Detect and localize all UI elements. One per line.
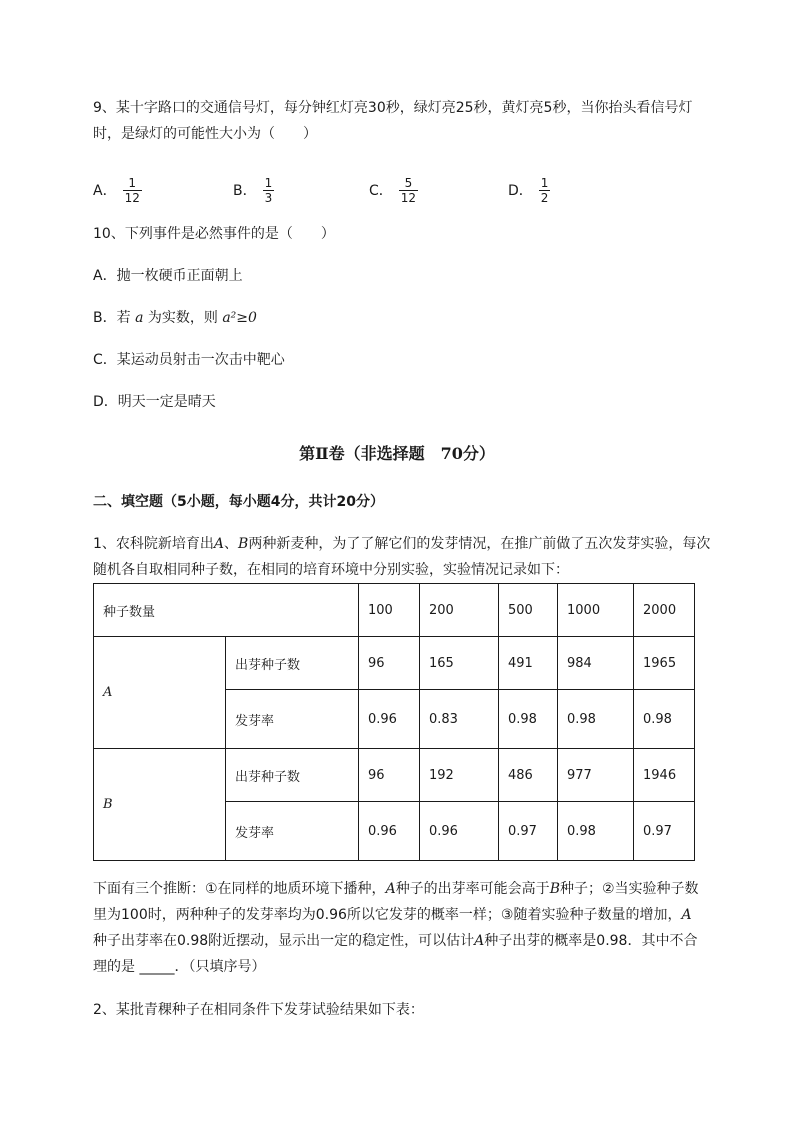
denominator: 12 (124, 190, 140, 205)
variable-a: A (385, 881, 396, 897)
fill1-stem-line2: 随机各自取相同种子数，在相同的培育环境中分别实验，实验情况记录如下： (93, 562, 569, 578)
numerator: 1 (264, 175, 273, 190)
fraction (263, 176, 275, 205)
row-label: 发芽率 (226, 802, 359, 861)
group-label-a: A (94, 637, 226, 749)
text: 1、农科院新培育出 (93, 536, 214, 552)
variable-a: A (474, 933, 485, 949)
numerator: 5 (404, 175, 413, 190)
q10-stem: 10、下列事件是必然事件的是（ ） (93, 226, 335, 242)
variable-b: B (549, 881, 560, 897)
table-cell: 977 (558, 749, 634, 802)
table-cell: 1965 (634, 637, 695, 690)
text: 下面有三个推断：①在同样的地质环境下播种， (93, 881, 386, 897)
q9-stem-line2: 时，是绿灯的可能性大小为（ ） (93, 126, 317, 142)
q9-option-c[interactable] (369, 170, 418, 210)
q9-options (93, 170, 693, 210)
text: 里为100时，两种种子的发芽率均为0.96所以它发芽的概率一样；③随着实验种子数量的增加， (93, 907, 682, 923)
option-label: B． (233, 183, 257, 199)
table-cell: 1946 (634, 749, 695, 802)
germination-table (93, 583, 695, 861)
expression: a²≥0 (222, 310, 257, 326)
q9-option-a[interactable] (93, 170, 142, 210)
fraction (539, 176, 551, 205)
q9-option-b[interactable] (233, 170, 274, 210)
table-cell: 0.96 (359, 690, 420, 749)
paragraph-line (93, 876, 743, 902)
table-cell: 0.83 (420, 690, 499, 749)
denominator: 12 (400, 190, 417, 205)
option-b-prefix: B．若 (93, 310, 136, 326)
table-cell: 2000 (634, 584, 695, 637)
option-b-middle: 为实数，则 (143, 310, 223, 326)
table-cell: 0.96 (420, 802, 499, 861)
table-cell: 100 (359, 584, 420, 637)
fill2-stem: 2、某批青稞种子在相同条件下发芽试验结果如下表： (93, 1002, 424, 1018)
table-cell: 200 (420, 584, 499, 637)
table-cell: 0.97 (499, 802, 558, 861)
text: 、 (224, 536, 239, 552)
q10-option-d[interactable]: D．明天一定是晴天 (93, 394, 216, 410)
denominator: 2 (540, 190, 549, 205)
fraction (399, 176, 418, 205)
table-cell: 96 (359, 637, 420, 690)
table-cell: 0.98 (499, 690, 558, 749)
paragraph-line: 理的是 _____．（只填序号） (93, 959, 266, 975)
table-cell: 500 (499, 584, 558, 637)
text: 种子；②当实验种子数 (559, 881, 699, 897)
text: 种子的出芽率可能会高于 (395, 881, 550, 897)
table-cell: 165 (420, 637, 499, 690)
paragraph-line (93, 902, 743, 928)
section-subtitle: 二、填空题（5小题，每小题4分，共计20分） (93, 494, 384, 510)
q10-option-b[interactable] (93, 308, 257, 328)
table-cell: 491 (499, 637, 558, 690)
row-label: 发芽率 (226, 690, 359, 749)
group-label-b: B (94, 749, 226, 861)
table-cell: 0.98 (558, 690, 634, 749)
fill1-stem-line1 (93, 534, 710, 554)
table-cell: 984 (558, 637, 634, 690)
fill1-inference-paragraph (93, 876, 743, 980)
table-cell: 96 (359, 749, 420, 802)
numerator: 1 (128, 175, 137, 190)
table-cell: 0.98 (634, 690, 695, 749)
denominator: 3 (264, 190, 273, 205)
paragraph-line (93, 928, 743, 954)
text: 两种新麦种，为了了解它们的发芽情况，在推广前做了五次发芽实验，每次 (248, 536, 711, 552)
fraction (123, 176, 142, 205)
row-label: 出芽种子数 (226, 637, 359, 690)
q9-option-d[interactable] (508, 170, 550, 210)
table-cell: 0.96 (359, 802, 420, 861)
variable-a: a (135, 310, 144, 326)
variable-a: A (213, 536, 225, 552)
table-header-label: 种子数量 (94, 584, 359, 637)
table-cell: 0.97 (634, 802, 695, 861)
table-cell: 0.98 (558, 802, 634, 861)
table-cell: 1000 (558, 584, 634, 637)
variable-a: A (681, 907, 692, 923)
q9-stem-line1: 9、某十字路口的交通信号灯，每分钟红灯亮30秒，绿灯亮25秒，黄灯亮5秒，当你抬头看信号灯 (93, 100, 693, 116)
text: 种子出芽率在0.98附近摆动，显示出一定的稳定性，可以估计 (93, 933, 475, 949)
option-label: D． (508, 183, 533, 199)
option-label: A． (93, 183, 117, 199)
option-label: C． (369, 183, 393, 199)
text: 种子出芽的概率是0.98．其中不合 (484, 933, 698, 949)
row-label: 出芽种子数 (226, 749, 359, 802)
table-row (94, 749, 695, 802)
numerator: 1 (540, 175, 549, 190)
table-cell: 192 (420, 749, 499, 802)
table-header-row (94, 584, 695, 637)
q10-option-c[interactable]: C．某运动员射击一次击中靶心 (93, 352, 285, 368)
table-row (94, 637, 695, 690)
table-cell: 486 (499, 749, 558, 802)
variable-b: B (238, 536, 249, 552)
section-title: 第Ⅱ卷（非选择题 70分） (299, 444, 495, 463)
q10-option-a[interactable]: A．抛一枚硬币正面朝上 (93, 268, 243, 284)
